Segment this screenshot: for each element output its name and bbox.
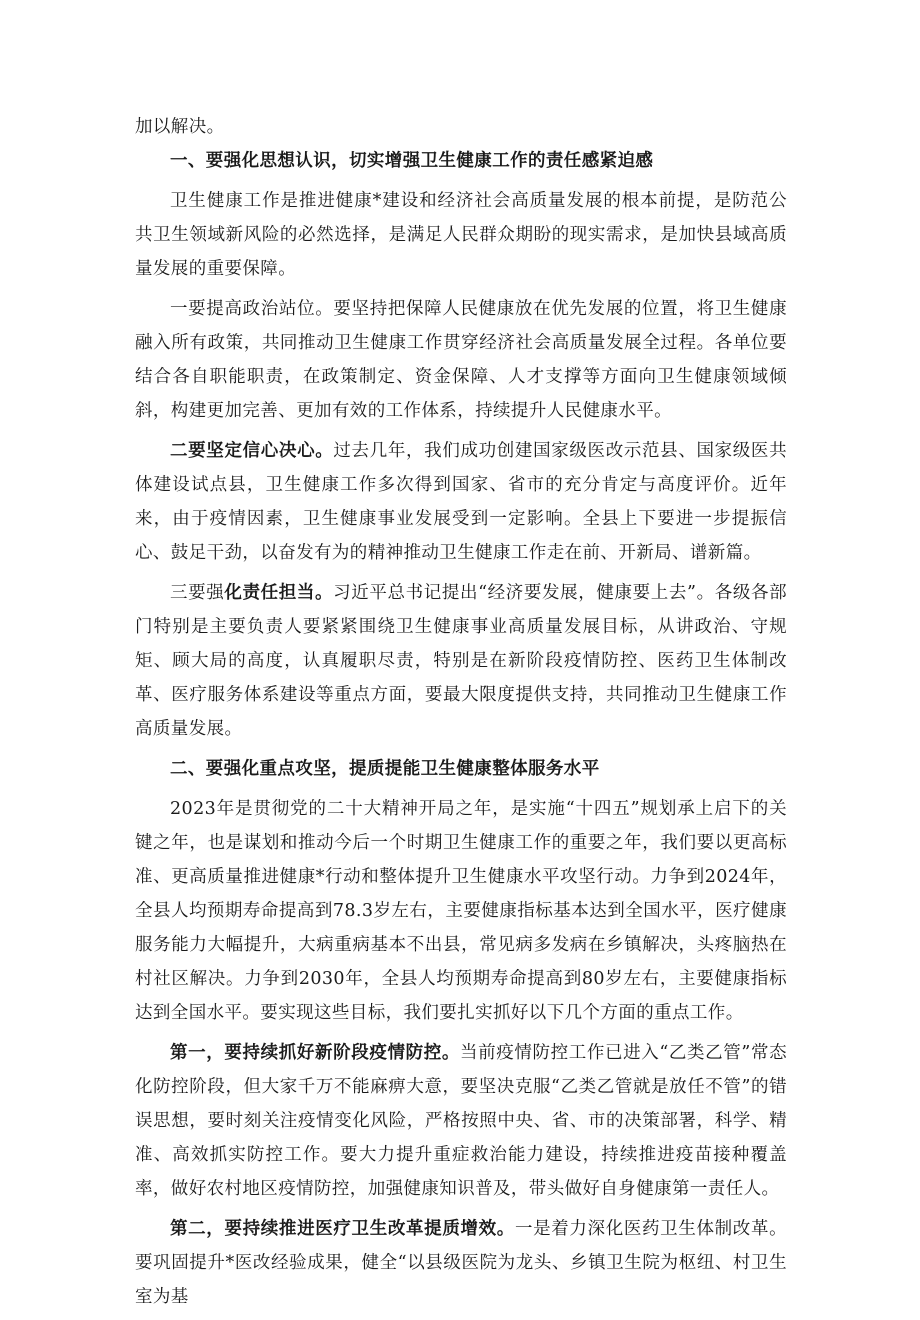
paragraph <box>135 434 787 570</box>
paragraph-body: 习近平总书记提出“经济要发展，健康要上去”。各级各部门特别是主要负责人要紧紧围绕卫生健康事业高质量发展目标，从讲政治、守规矩、顾大局的高度，认真履职尽责，特别是在新阶段疫情防控、医药卫生体制改革、医疗服务体系建设等重点方面，要最大限度提供支持，共同推动卫生健康工作高质量发展。 <box>135 583 787 739</box>
paragraph-lead: 第一，要持续抓好新阶段疫情防控。 <box>170 1043 460 1063</box>
paragraph-body: 过去几年，我们成功创建国家级医改示范县、国家级医共体建设试点县，卫生健康工作多次得到国家、省市的充分肯定与高度评价。近年来，由于疫情因素，卫生健康事业发展受到一定影响。全县上下要进一步提振信心、鼓足干劲，以奋发有为的精神推动卫生健康工作走在前、开新局、谱新篇。 <box>135 441 787 563</box>
paragraph: 卫生健康工作是推进健康*建设和经济社会高质量发展的根本前提，是防范公共卫生领域新风险的必然选择，是满足人民群众期盼的现实需求，是加快县域高质量发展的重要保障。 <box>135 191 787 279</box>
paragraph <box>135 576 787 746</box>
section-heading-1: 一、要强化思想认识，切实增强卫生健康工作的责任感紧迫感 <box>170 151 654 171</box>
paragraph-continuation: 加以解决。 <box>135 117 225 137</box>
paragraph: 一要提高政治站位。要坚持把保障人民健康放在优先发展的位置，将卫生健康融入所有政策，共同推动卫生健康工作贯穿经济社会高质量发展全过程。各单位要结合各自职能职责，在政策制定、资金保障、人才支撑等方面向卫生健康领域倾斜，构建更加完善、更加有效的工作体系，持续提升人民健康水平。 <box>135 299 787 421</box>
section-heading-2: 二、要强化重点攻坚，提质提能卫生健康整体服务水平 <box>170 759 600 779</box>
paragraph-lead: 第二，要持续推进医疗卫生改革提质增效。 <box>170 1219 515 1239</box>
paragraph-body: 一是着力深化医药卫生体制改革。要巩固提升*医改经验成果，健全“以县级医院为龙头、乡镇卫生院为枢纽、村卫生室为基 <box>135 1219 787 1307</box>
document-page <box>135 110 787 1320</box>
paragraph-body: 当前疫情防控工作已进入“乙类乙管”常态化防控阶段，但大家千万不能麻痹大意，要坚决克服“乙类乙管就是放任不管”的错误思想，要时刻关注疫情变化风险，严格按照中央、省、市的决策部署，科学、精准、高效抓实防控工作。要大力提升重症救治能力建设，持续推进疫苗接种覆盖率，做好农村地区疫情防控，加强健康知识普及，带头做好自身健康第一责任人。 <box>135 1043 787 1199</box>
paragraph-lead: 化责任担当。 <box>224 583 334 603</box>
paragraph-lead-prefix: 三要强 <box>170 583 225 603</box>
paragraph-lead: 二要坚定信心决心。 <box>170 441 334 461</box>
paragraph <box>135 1036 787 1206</box>
paragraph <box>135 1212 787 1314</box>
paragraph: 2023年是贯彻党的二十大精神开局之年，是实施“十四五”规划承上启下的关键之年，也是谋划和推动今后一个时期卫生健康工作的重要之年，我们要以更高标准、更高质量推进健康*行动和整体提升卫生健康水平攻坚行动。力争到2024年，全县人均预期寿命提高到78.3岁左右，主要健康指标基本达到全国水平，医疗健康服务能力大幅提升，大病重病基本不出县，常见病多发病在乡镇解决，头疼脑热在村社区解决。力争到2030年，全县人均预期寿命提高到80岁左右，主要健康指标达到全国水平。要实现这些目标，我们要扎实抓好以下几个方面的重点工作。 <box>135 799 787 1023</box>
